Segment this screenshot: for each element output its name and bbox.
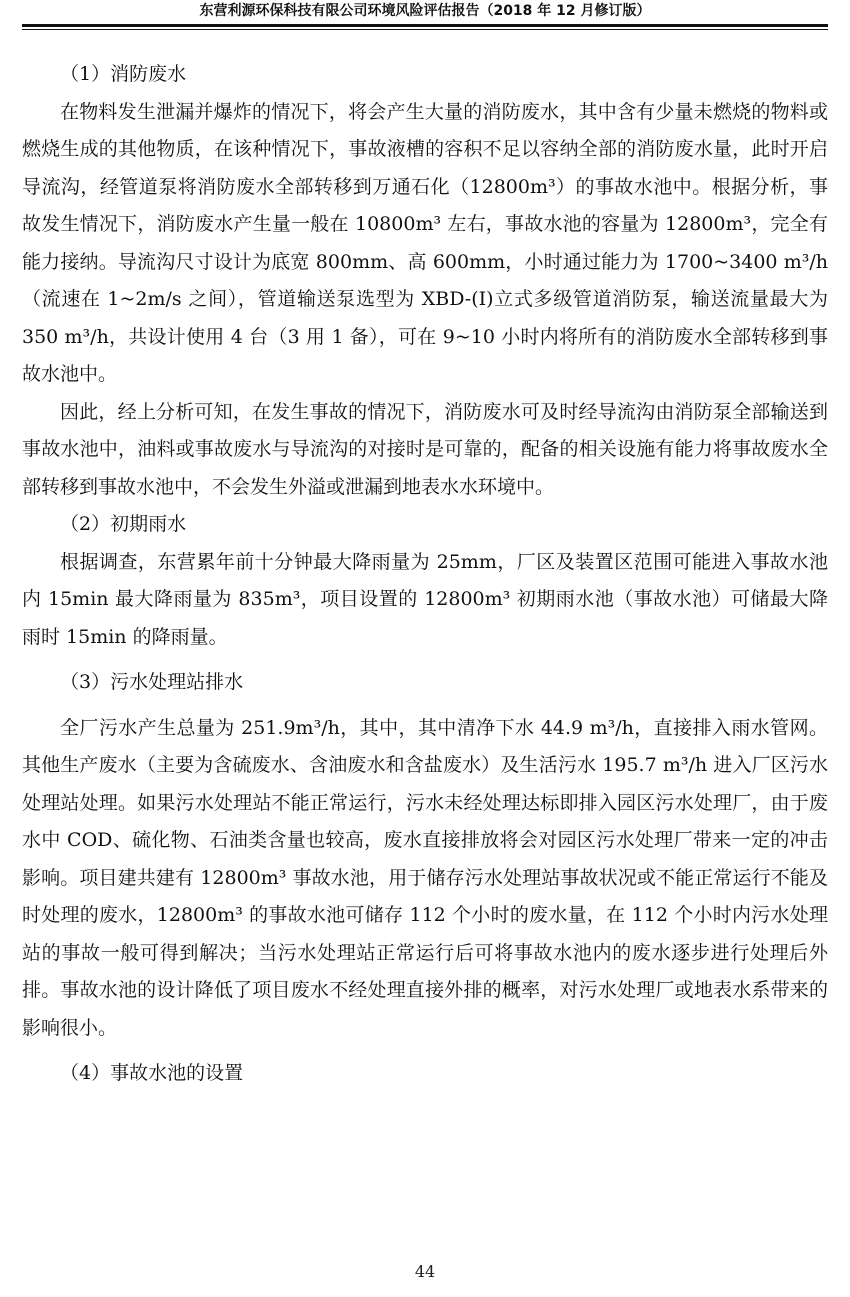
section-heading-fire-wastewater: （1）消防废水 (60, 63, 187, 85)
paragraph-fire-wastewater-2: 因此，经上分析可知，在发生事故的情况下，消防废水可及时经导流沟由消防泵全部输送到事故水池中，油料或事故废水与导流沟的对接时是可靠的，配备的相关设施有能力将事故废水全部转移到事故水池中，不会发生外溢或泄漏到地表水水环境中。 (22, 400, 828, 498)
page-number: 44 (414, 1262, 436, 1281)
section-heading-initial-rainwater: （2）初期雨水 (60, 513, 187, 535)
header-rule-thin (22, 29, 828, 30)
header-rule-thick (22, 24, 828, 27)
running-header: 东营利源环保科技有限公司环境风险评估报告（2018 年 12 月修订版） (199, 3, 651, 19)
paragraph-initial-rainwater-1: 根据调查，东营累年前十分钟最大降雨量为 25mm，厂区及装置区范围可能进入事故水池内 15min 最大降雨量为 835m³，项目设置的 12800m³ 初期雨水池（事故水池）可储最大降雨时 15min 的降雨量。 (22, 550, 828, 648)
spacer (22, 1047, 828, 1055)
paragraph-sewage-station-1: 全厂污水产生总量为 251.9m³/h，其中，其中清净下水 44.9 m³/h，直接排入雨水管网。其他生产废水（主要为含硫废水、含油废水和含盐废水）及生活污水 195.7 m³/h 进入厂区污水处理站处理。如果污水处理站不能正常运行，污水未经处理达标即排入园区污水处理厂，由于废水中 COD、硫化物、石油类含量也较高，废水直接排放将会对园区污水处理厂带来一定的冲击影响。项目建共建有 12800m³ 事故水池，用于储存污水处理站事故状况或不能正常运行不能及时处理的废水，12800m³ 的事故水池可储存 112 个小时的废水量，在 112 个小时内污水处理站的事故一般可得到解决；当污水处理站正常运行后可将事故水池内的废水逐步进行处理后外排。事故水池的设计降低了项目废水不经处理直接外排的概率，对污水处理厂或地表水系带来的影响很小。 (22, 716, 828, 1039)
spacer (22, 656, 828, 664)
paragraph-fire-wastewater-1: 在物料发生泄漏并爆炸的情况下，将会产生大量的消防废水，其中含有少量未燃烧的物料或燃烧生成的其他物质，在该种情况下，事故液槽的容积不足以容纳全部的消防废水量，此时开启导流沟，经管道泵将消防废水全部转移到万通石化（12800m³）的事故水池中。根据分析，事故发生情况下，消防废水产生量一般在 10800m³ 左右，事故水池的容量为 12800m³，完全有能力接纳。导流沟尺寸设计为底宽 800mm、高 600mm，小时通过能力为 1700~3400 m³/h（流速在 1~2m/s 之间），管道输送泵选型为 XBD-(I)立式多级管道消防泵，输送流量最大为 350 m³/h，共设计使用 4 台（3 用 1 备），可在 9~10 小时内将所有的消防废水全部转移到事故水池中。 (22, 100, 828, 385)
section-heading-sewage-station: （3）污水处理站排水 (60, 671, 244, 693)
section-heading-accident-pool: （4）事故水池的设置 (60, 1062, 244, 1084)
document-body (22, 56, 828, 1093)
spacer (22, 702, 828, 710)
